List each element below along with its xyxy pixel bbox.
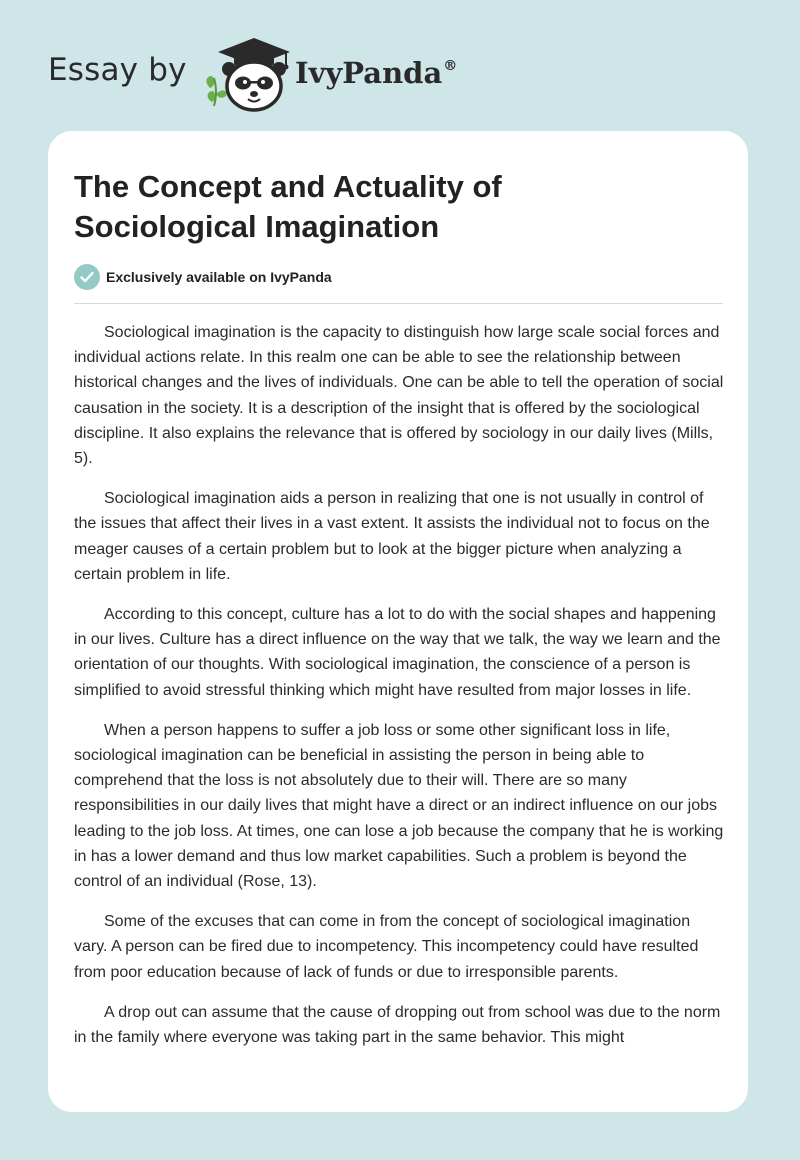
badge-label: Exclusively available on IvyPanda — [106, 269, 332, 285]
essay-body — [74, 320, 724, 1065]
site-header — [48, 30, 748, 110]
checkmark-icon — [74, 264, 100, 290]
brand-text: IvyPanda — [295, 56, 443, 90]
title-line-1: The Concept and Actuality of — [74, 169, 502, 204]
ivypanda-logo-icon[interactable] — [202, 36, 292, 114]
paragraph: Some of the excuses that can come in from the concept of sociological imagination vary. A person can be fired due to incompetency. This incompetency could have resulted from poor education because of lack of funds or due to irresponsible parents. — [74, 913, 699, 981]
paragraph: When a person happens to suffer a job loss or some other significant loss in life, sociological imagination can be beneficial in assisting the person in being able to comprehend that the loss is not absolutely due to their will. There are so many responsibilities in our daily lives that might have a direct or an indirect influence on our jobs leading to the job loss. At times, one can lose a job because the company that he is working in has a lower demand and thus low market capabilities. Such a problem is beyond the control of an individual (Rose, 13). — [74, 721, 724, 891]
title-line-2: Sociological Imagination — [74, 209, 440, 244]
page-title — [74, 167, 714, 247]
exclusive-badge — [74, 264, 332, 290]
paragraph: Sociological imagination is the capacity to distinguish how large scale social forces and individual actions relate. In this realm one can be able to see the relationship between historical changes and the lives of individuals. One can be able to tell the operation of social causation in the society. It is a description of the insight that is offered by the sociological discipline. It also explains the relevance that is offered by sociology in our daily lives (Mills, 5). — [74, 324, 724, 468]
brand-name[interactable] — [295, 56, 457, 90]
divider — [74, 303, 723, 304]
essay-card — [48, 131, 748, 1112]
paragraph: According to this concept, culture has a lot to do with the social shapes and happening in our lives. Culture has a direct influence on the way that we talk, the way we learn and the orientation of our thoughts. With sociological imagination, the conscience of a person is simplified to avoid stressful thinking which might have resulted from major losses in life. — [74, 606, 721, 699]
essay-by-label: Essay by — [48, 52, 187, 88]
paragraph: A drop out can assume that the cause of dropping out from school was due to the norm in the family where everyone was taking part in the same behavior. This might — [74, 1003, 721, 1047]
registered-mark: ® — [443, 58, 458, 74]
paragraph: Sociological imagination aids a person in realizing that one is not usually in control of the issues that affect their lives in a vast extent. It assists the individual not to focus on the meager causes of a certain problem but to look at the bigger picture when analyzing a certain problem in life. — [74, 490, 710, 583]
